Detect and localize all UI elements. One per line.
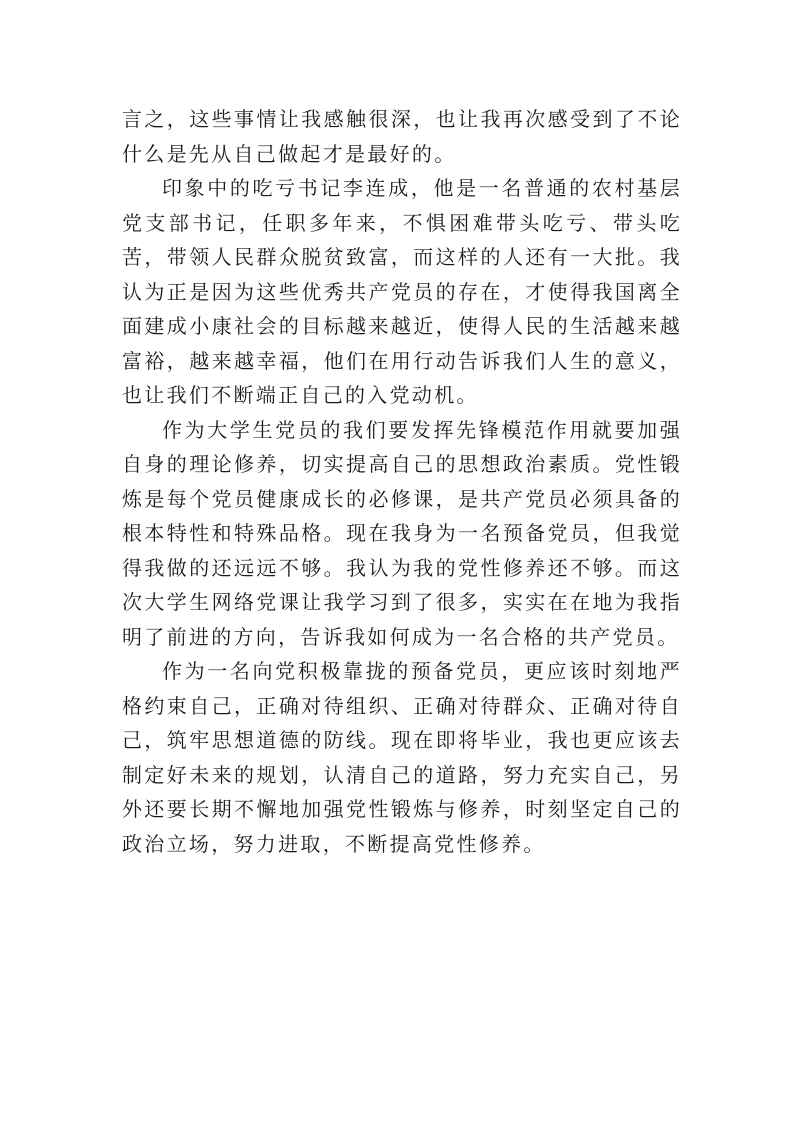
paragraph-student-party-member: 作为大学生党员的我们要发挥先锋模范作用就要加强自身的理论修养，切实提高自己的思想政治素质。党性锻炼是每个党员健康成长的必修课，是共产党员必须具备的根本特性和特殊品格。现在我身为一名预备党员，但我觉得我做的还远远不够。我认为我的党性修养还不够。而这次大学生网络党课让我学习到了很多，实实在在地为我指明了前进的方向，告诉我如何成为一名合格的共产党员。 [122,417,682,649]
paragraph-probationary-member: 作为一名向党积极靠拢的预备党员，更应该时刻地严格约束自己，正确对待组织、正确对待群众、正确对待自己，筑牢思想道德的防线。现在即将毕业，我也更应该去制定好未来的规划，认清自己的道路，努力充实自己，另外还要长期不懈地加强党性锻炼与修养，时刻坚定自己的政治立场，努力进取，不断提高党性修养。 [122,659,682,856]
paragraph-li-liancheng: 印象中的吃亏书记李连成，他是一名普通的农村基层党支部书记，任职多年来，不惧困难带头吃亏、带头吃苦，带领人民群众脱贫致富，而这样的人还有一大批。我认为正是因为这些优秀共产党员的存在，才使得我国离全面建成小康社会的目标越来越近，使得人民的生活越来越富裕，越来越幸福，他们在用行动告诉我们人生的意义，也让我们不断端正自己的入党动机。 [122,176,682,407]
paragraph-continued: 言之，这些事情让我感触很深，也让我再次感受到了不论什么是先从自己做起才是最好的。 [122,107,682,166]
document-body [122,102,682,861]
